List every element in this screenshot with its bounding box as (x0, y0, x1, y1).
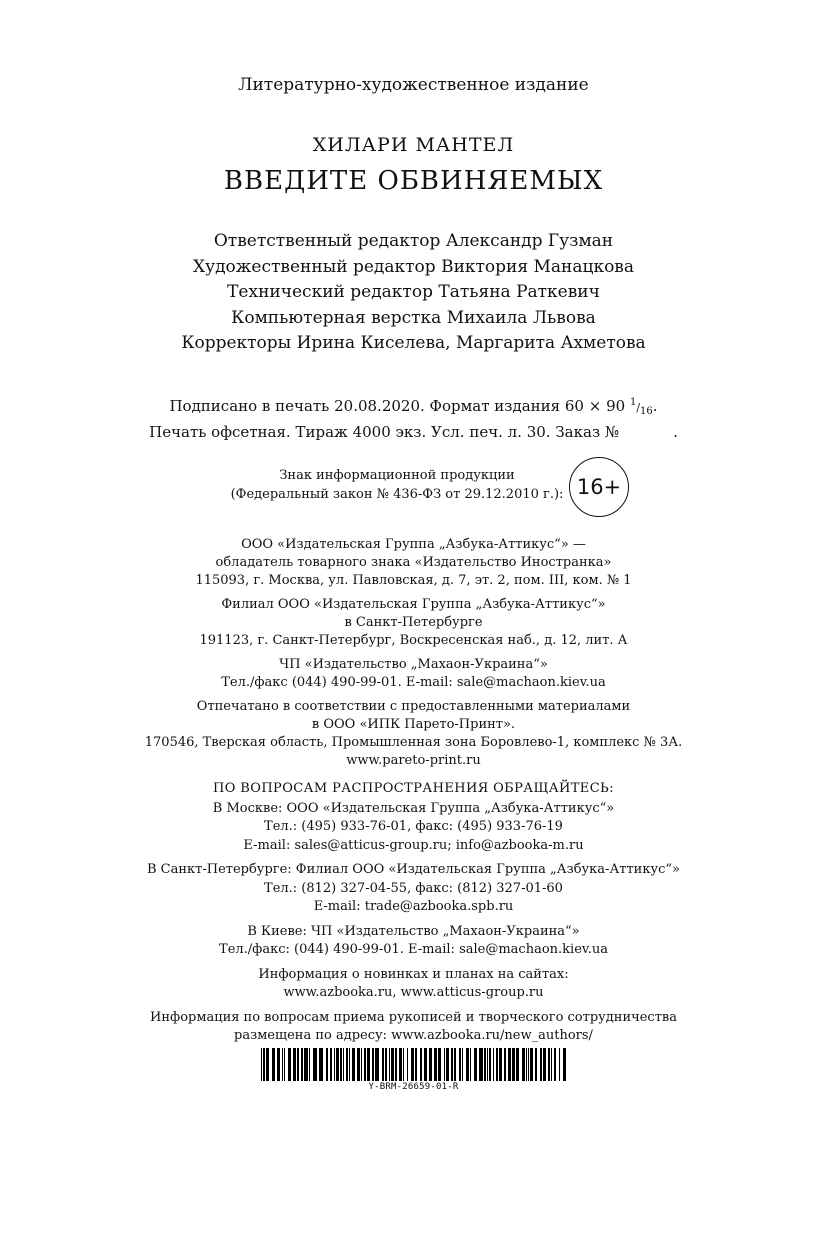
distribution-group (0, 800, 827, 856)
barcode-bar (326, 1048, 328, 1081)
barcode-bar (304, 1048, 308, 1081)
barcode-bar (420, 1048, 422, 1081)
barcode-bar (504, 1048, 506, 1081)
barcode-bar (479, 1048, 483, 1081)
print-info-line-2 (0, 422, 827, 443)
publisher-imprint (0, 536, 827, 776)
distribution-line: Информация по вопросам приема рукописей и творческого сотрудничества (150, 1009, 677, 1025)
distribution-group (0, 923, 827, 960)
barcode-code: Y-BRM-26659-01-R (368, 1082, 459, 1092)
barcode-bar (493, 1048, 494, 1081)
barcode-bar (319, 1048, 323, 1081)
print-info-line-1 (0, 392, 827, 422)
barcode-bar (301, 1048, 303, 1081)
barcode-bar (364, 1048, 366, 1081)
barcode-bar (512, 1048, 515, 1081)
barcode-bar (446, 1048, 449, 1081)
distribution-line: размещена по адресу: www.azbooka.ru/new_authors/ (234, 1028, 593, 1043)
distribution-line: Тел.: (812) 327-04-55, факс: (812) 327-01-60 (264, 880, 563, 896)
print-info-text: Печать офсетная. Тираж 4000 экз. Усл. печ. л. 30. Заказ № (149, 423, 620, 441)
edition-type: Литературно-художественное издание (238, 75, 589, 95)
barcode-bar (334, 1048, 335, 1081)
barcode-bar (407, 1048, 408, 1081)
barcode-bar (451, 1048, 453, 1081)
barcode-bar (415, 1048, 417, 1081)
barcode-bar (522, 1048, 525, 1081)
imprint-group (0, 698, 827, 770)
barcode-bar (429, 1048, 432, 1081)
barcode-bar (474, 1048, 477, 1081)
barcode (261, 1048, 566, 1081)
barcode-bar (288, 1048, 291, 1081)
barcode-bar (367, 1048, 370, 1081)
distribution-line: В Киеве: ЧП «Издательство „Махаон-Украина“» (247, 923, 580, 939)
print-info-end: . (673, 423, 678, 441)
distribution-line: Информация о новинках и планах на сайтах: (258, 966, 569, 982)
barcode-bar (424, 1048, 427, 1081)
barcode-bar (548, 1048, 550, 1081)
distribution-group (0, 1009, 827, 1046)
imprint-line: 191123, г. Санкт-Петербург, Воскресенская наб., д. 12, лит. А (199, 633, 628, 648)
age-rating-label-line: Знак информационной продукции (279, 468, 515, 483)
editorial-credits (0, 229, 827, 357)
book-title: ВВЕДИТЕ ОБВИНЯЕМЫХ (223, 166, 604, 196)
barcode-bar (385, 1048, 387, 1081)
barcode-bar (297, 1048, 299, 1081)
barcode-bar (466, 1048, 469, 1081)
barcode-bar (399, 1048, 402, 1081)
barcode-bar (293, 1048, 296, 1081)
barcode-bar (459, 1048, 461, 1081)
barcode-bar (266, 1048, 269, 1081)
distribution-line: E-mail: sales@atticus-group.ru; info@azbooka-m.ru (243, 837, 584, 853)
barcode-bar (528, 1048, 529, 1081)
distribution-heading: ПО ВОПРОСАМ РАСПРОСТРАНЕНИЯ ОБРАЩАЙТЕСЬ: (212, 781, 614, 796)
imprint-group (0, 596, 827, 650)
barcode-bar (282, 1048, 283, 1081)
barcode-bar (375, 1048, 379, 1081)
barcode-bar (563, 1048, 566, 1081)
distribution-contacts (0, 780, 827, 1052)
credit-line: Художественный редактор Виктория Манацкова (192, 256, 635, 277)
barcode-bar (346, 1048, 348, 1081)
barcode-bar (372, 1048, 374, 1081)
barcode-bar (496, 1048, 498, 1081)
distribution-line: В Санкт-Петербурге: Филиал ООО «Издательская Группа „Азбука-Аттикус“» (146, 862, 681, 877)
fraction-separator: / (636, 401, 641, 414)
imprint-line: Тел./факс (044) 490-99-01. E-mail: sale@machaon.kiev.ua (221, 675, 606, 690)
distribution-group (0, 966, 827, 1003)
barcode-bar (395, 1048, 397, 1081)
distribution-line: В Москве: ООО «Издательская Группа „Азбука-Аттикус“» (212, 800, 615, 816)
barcode-bar (277, 1048, 280, 1081)
imprint-line: ООО «Издательская Группа „Азбука-Аттикус“» — (241, 537, 586, 552)
print-info-end: . (652, 397, 658, 415)
credit-line: Корректоры Ирина Киселева, Маргарита Ахметова (181, 333, 646, 353)
imprint-line: ЧП «Издательство „Махаон-Украина“» (279, 657, 548, 672)
imprint-line: в ООО «ИПК Парето-Принт». (311, 717, 516, 732)
barcode-bar (309, 1048, 310, 1081)
age-rating-label-line: (Федеральный закон № 436-ФЗ от 29.12.2010 г.): (230, 487, 564, 502)
author-name: ХИЛАРИ МАНТЕЛ (312, 134, 515, 156)
distribution-line: Тел./факс: (044) 490-99-01. E-mail: sale@machaon.kiev.ua (219, 942, 608, 957)
imprint-line: 115093, г. Москва, ул. Павловская, д. 7, эт. 2, пом. III, ком. № 1 (195, 573, 632, 588)
distribution-line: E-mail: trade@azbooka.spb.ru (313, 899, 514, 914)
barcode-bar (526, 1048, 527, 1081)
barcode-bar (487, 1048, 488, 1081)
barcode-bar (454, 1048, 456, 1081)
barcode-bar (559, 1048, 560, 1081)
fraction-denominator: 16 (640, 406, 653, 417)
barcode-bar (352, 1048, 355, 1081)
credit-line: Компьютерная верстка Михаила Львова (231, 307, 596, 328)
barcode-bar (535, 1048, 537, 1081)
barcode-bar (357, 1048, 360, 1081)
barcode-bar (508, 1048, 511, 1081)
barcode-bar (516, 1048, 519, 1081)
credit-line: Ответственный редактор Александр Гузман (213, 231, 614, 251)
barcode-bar (540, 1048, 542, 1081)
barcode-bar (261, 1048, 262, 1081)
barcode-bar (462, 1048, 463, 1081)
barcode-bar (336, 1048, 339, 1081)
credit-line: Технический редактор Татьяна Раткевич (227, 282, 600, 302)
fraction-numerator: 1 (629, 397, 637, 408)
imprint-line: в Санкт-Петербурге (344, 615, 483, 630)
barcode-bar (489, 1048, 491, 1081)
age-rating-label (226, 466, 568, 504)
barcode-bar (444, 1048, 445, 1081)
print-info-text: Подписано в печать 20.08.2020. Формат издания 60 × 90 (169, 397, 630, 415)
imprint-line: Филиал ООО «Издательская Группа „Азбука-Аттикус“» (221, 597, 606, 612)
barcode-bar (484, 1048, 486, 1081)
barcode-bar (554, 1048, 556, 1081)
age-rating-badge: 16+ (569, 457, 629, 517)
imprint-group (0, 536, 827, 590)
barcode-bar (361, 1048, 362, 1081)
barcode-bar (284, 1048, 285, 1081)
barcode-bar (343, 1048, 344, 1081)
imprint-line: www.pareto-print.ru (346, 753, 481, 768)
barcode-bar (411, 1048, 414, 1081)
format-fraction (629, 397, 653, 417)
imprint-line: Отпечатано в соответствии с предоставленными материалами (196, 699, 631, 714)
barcode-bar (434, 1048, 437, 1081)
distribution-group (0, 861, 827, 917)
barcode-bar (438, 1048, 441, 1081)
distribution-line: www.azbooka.ru, www.atticus-group.ru (283, 985, 544, 1000)
imprint-line: обладатель товарного знака «Издательство Иностранка» (215, 555, 612, 570)
barcode-bar (349, 1048, 350, 1081)
barcode-bar (530, 1048, 533, 1081)
barcode-bar (551, 1048, 552, 1081)
imprint-line: 170546, Тверская область, Промышленная зона Боровлево-1, комплекс № 3А. (144, 735, 683, 750)
barcode-bar (330, 1048, 332, 1081)
barcode-bar (313, 1048, 317, 1081)
print-info (0, 392, 827, 443)
distribution-line: Тел.: (495) 933-76-01, факс: (495) 933-76-19 (264, 819, 563, 834)
barcode-bar (382, 1048, 384, 1081)
barcode-bar (272, 1048, 275, 1081)
barcode-bar (263, 1048, 265, 1081)
barcode-bar (499, 1048, 502, 1081)
barcode-bar (389, 1048, 390, 1081)
barcode-bar (403, 1048, 404, 1081)
barcode-bar (470, 1048, 471, 1081)
barcode-bar (543, 1048, 546, 1081)
imprint-group (0, 656, 827, 692)
barcode-bar (340, 1048, 342, 1081)
barcode-bar (391, 1048, 394, 1081)
